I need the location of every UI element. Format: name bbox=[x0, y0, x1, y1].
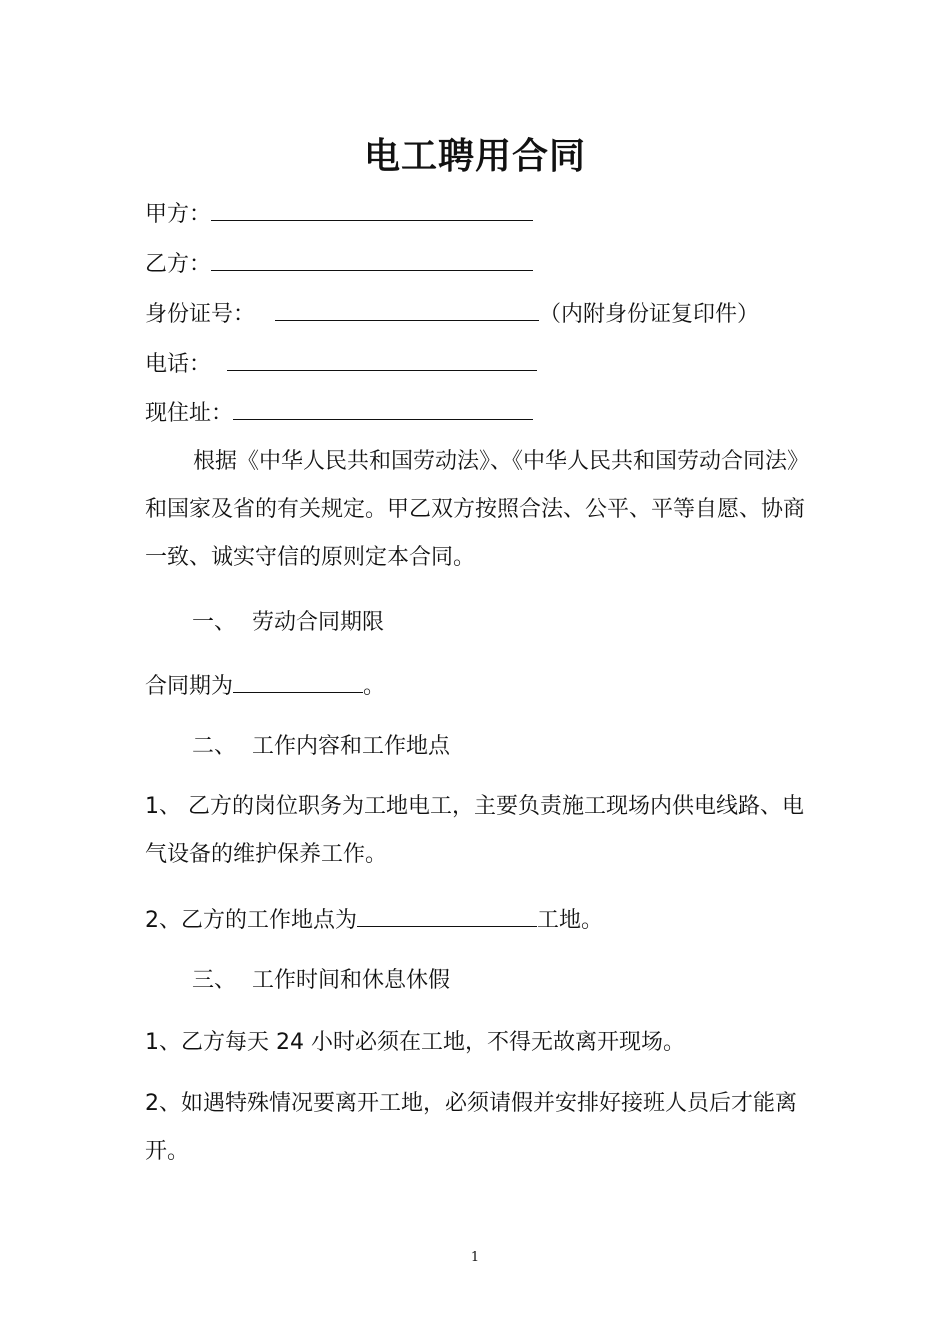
party-b-line bbox=[145, 248, 533, 280]
work-item-2 bbox=[145, 904, 603, 936]
section-title: 劳动合同期限 bbox=[252, 610, 385, 635]
address-line bbox=[145, 397, 533, 429]
section-number: 一、 bbox=[192, 610, 237, 635]
term-line bbox=[145, 670, 385, 702]
id-line bbox=[145, 298, 759, 330]
time-item-1: 1、乙方每天 24 小时必须在工地，不得无故离开现场。 bbox=[145, 1030, 685, 1055]
document-title: 电工聘用合同 bbox=[363, 136, 586, 177]
phone-blank bbox=[227, 348, 537, 371]
section-heading-2 bbox=[192, 732, 450, 762]
section-number: 二、 bbox=[192, 734, 237, 759]
party-b-label: 乙方： bbox=[145, 252, 212, 277]
work-item-1: 1、 乙方的岗位职务为工地电工，主要负责施工现场内供电线路、电气设备的维护保养工作。 bbox=[145, 794, 804, 867]
intro-paragraph: 根据《中华人民共和国劳动法》、《中华人民共和国劳动合同法》和国家及省的有关规定。甲乙双方按照合法、公平、平等自愿、协商一致、诚实守信的原则定本合同。 bbox=[145, 449, 806, 570]
term-prefix: 合同期为 bbox=[145, 674, 234, 699]
phone-label: 电话： bbox=[145, 352, 212, 377]
term-suffix: 。 bbox=[363, 674, 386, 699]
id-label: 身份证号： bbox=[145, 302, 256, 327]
section-title: 工作时间和休息休假 bbox=[252, 968, 451, 993]
work-item-2-prefix: 2、乙方的工作地点为 bbox=[145, 908, 357, 933]
party-b-blank bbox=[211, 248, 533, 271]
section-heading-1 bbox=[192, 608, 384, 638]
party-a-blank bbox=[211, 198, 533, 221]
address-blank bbox=[233, 397, 533, 420]
id-blank bbox=[275, 298, 539, 321]
party-a-label: 甲方： bbox=[145, 202, 212, 227]
party-a-line bbox=[145, 198, 533, 230]
section-heading-3 bbox=[192, 966, 450, 996]
work-location-blank bbox=[357, 904, 537, 927]
page-number: 1 bbox=[470, 1250, 480, 1265]
work-item-2-suffix: 工地。 bbox=[537, 908, 604, 933]
term-blank bbox=[233, 670, 363, 693]
phone-line bbox=[145, 348, 537, 380]
id-note: （内附身份证复印件） bbox=[539, 302, 760, 327]
time-item-2: 2、如遇特殊情况要离开工地，必须请假并安排好接班人员后才能离开。 bbox=[145, 1091, 797, 1164]
address-label: 现住址： bbox=[145, 401, 234, 426]
section-title: 工作内容和工作地点 bbox=[252, 734, 451, 759]
section-number: 三、 bbox=[192, 968, 237, 993]
